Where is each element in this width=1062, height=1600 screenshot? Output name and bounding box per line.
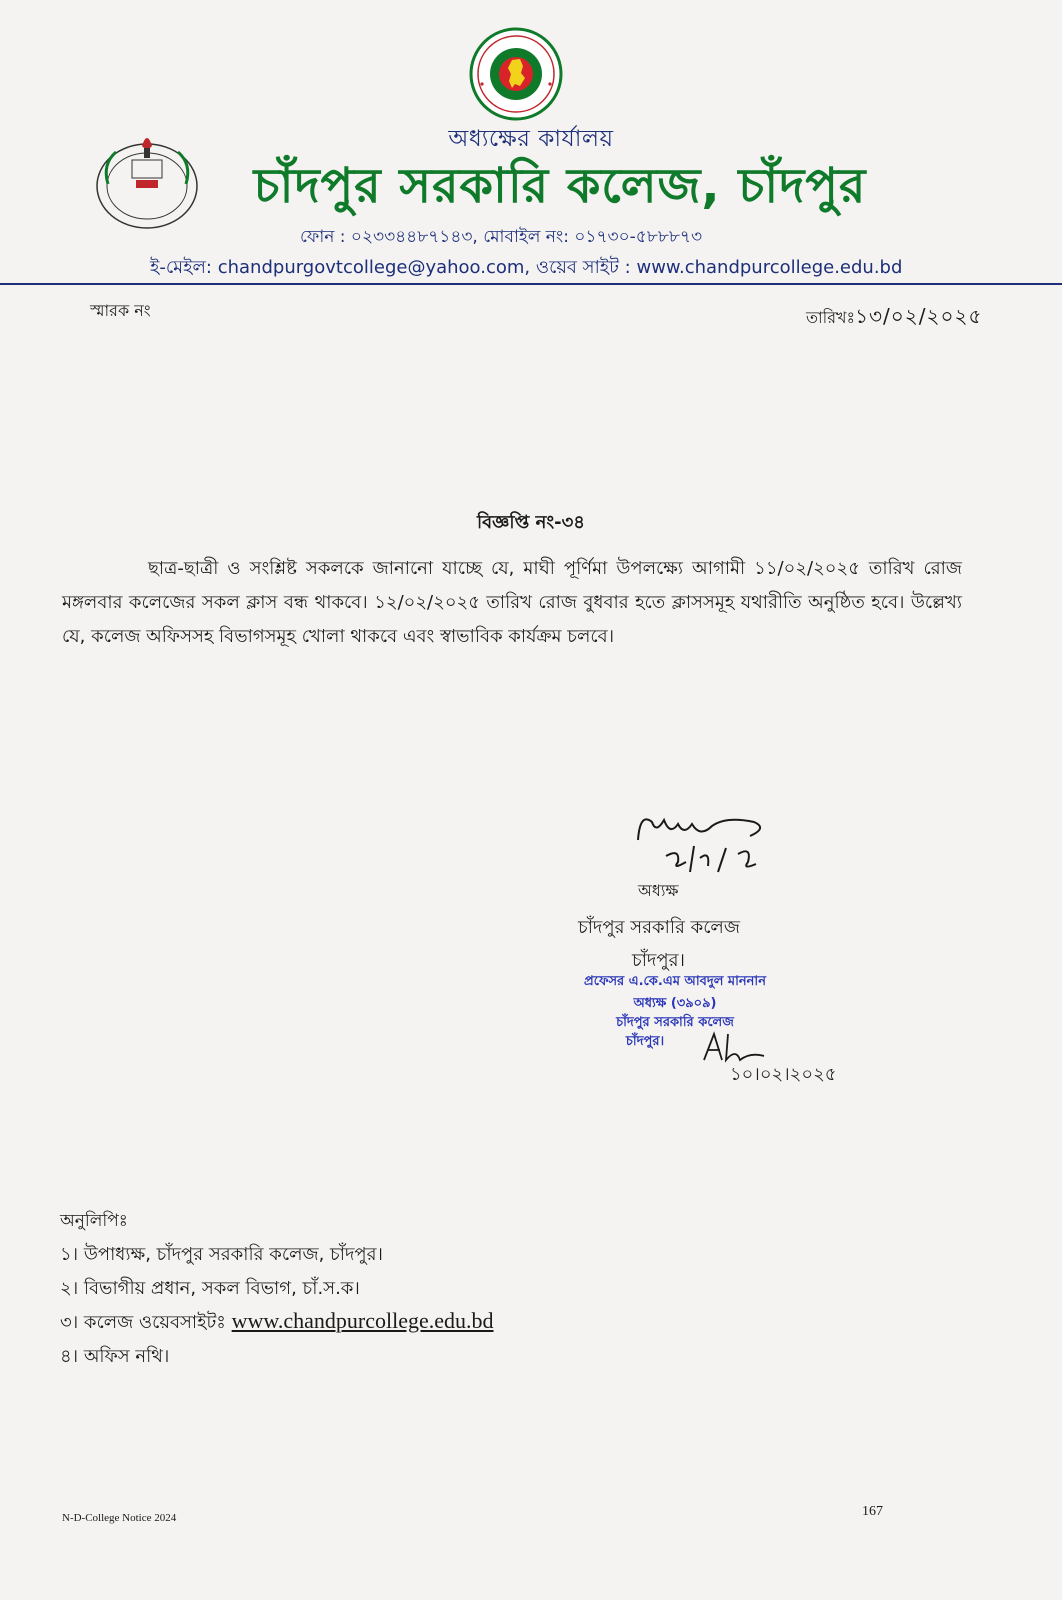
page-number: 167 xyxy=(862,1504,883,1519)
email-label: ই-মেইল: xyxy=(150,257,218,278)
notice-body: ছাত্র-ছাত্রী ও সংশ্লিষ্ট সকলকে জানানো যাচ্ছে যে, মাঘী পূর্ণিমা উপলক্ষ্যে আগামী ১১/০২/২০২৫ তারিখ রোজ মঙ্গলবার কলেজের সকল ক্লাস বন্ধ থাকবে। ১২/০২/২০২৫ তারিখ রোজ বুধবার হতে ক্লাসসমূহ যথারীতি অনুষ্ঠিত হবে। উল্লেখ্য যে, কলেজ অফিসসহ বিভাগসমূহ খোলা থাকবে এবং স্বাভাবিক কার্যক্রম চলবে। xyxy=(62,558,962,647)
phone-line: ফোন : ০২৩৩৪৪৮৭১৪৩, মোবাইল নং: ০১৭৩০-৫৮৮৮৭৩ xyxy=(300,227,702,247)
footer-reference: N-D-College Notice 2024 xyxy=(62,1512,177,1524)
seal-designation: অধ্যক্ষ (৩৯০৯) xyxy=(633,996,717,1011)
copy-item: ১। উপাধ্যক্ষ, চাঁদপুর সরকারি কলেজ, চাঁদপুর। xyxy=(60,1244,383,1265)
contact-line xyxy=(150,253,902,284)
college-website-link[interactable]: www.chandpurcollege.edu.bd xyxy=(231,1308,494,1333)
memo-reference: স্মারক নং xyxy=(90,301,151,320)
office-title: অধ্যক্ষের কার্যালয় xyxy=(448,126,614,152)
copy-item xyxy=(60,1308,494,1339)
initials-signature-icon xyxy=(700,1030,768,1064)
seal-name: প্রফেসর এ.কে.এম আবদুল মাননান xyxy=(584,974,766,989)
date-value: ১৩/০২/২০২৫ xyxy=(855,304,983,328)
notice-number: বিজ্ঞপ্তি নং-৩৪ xyxy=(477,512,585,533)
government-emblem-icon xyxy=(468,26,564,122)
seal-college: চাঁদপুর সরকারি কলেজ xyxy=(616,1015,734,1030)
copy-item: ৪। অফিস নথি। xyxy=(60,1346,170,1367)
signatory-city: চাঁদপুর। xyxy=(632,950,685,971)
copy-item: ২। বিভাগীয় প্রধান, সকল বিভাগ, চাঁ.স.ক। xyxy=(60,1278,360,1299)
copies-label: অনুলিপিঃ xyxy=(60,1211,128,1231)
seal-date: ১০।০২।২০২৫ xyxy=(730,1064,837,1085)
copy-item-label: ৩। কলেজ ওয়েবসাইটঃ xyxy=(60,1312,232,1333)
website-label: , ওয়েব সাইট : xyxy=(524,257,637,278)
date-label: তারিখঃ xyxy=(806,308,856,327)
signatory-college: চাঁদপুর সরকারি কলেজ xyxy=(578,917,740,938)
college-title: চাঁদপুর সরকারি কলেজ, চাঁদপুর xyxy=(253,158,867,214)
seal-city: চাঁদপুর। xyxy=(625,1034,665,1049)
website-link[interactable]: www.chandpurcollege.edu.bd xyxy=(636,257,903,278)
signatory-designation: অধ্যক্ষ xyxy=(638,881,679,900)
memo-date xyxy=(806,302,983,335)
email-address[interactable]: chandpurgovtcollege@yahoo.com xyxy=(217,257,525,278)
header-divider xyxy=(0,283,1062,285)
